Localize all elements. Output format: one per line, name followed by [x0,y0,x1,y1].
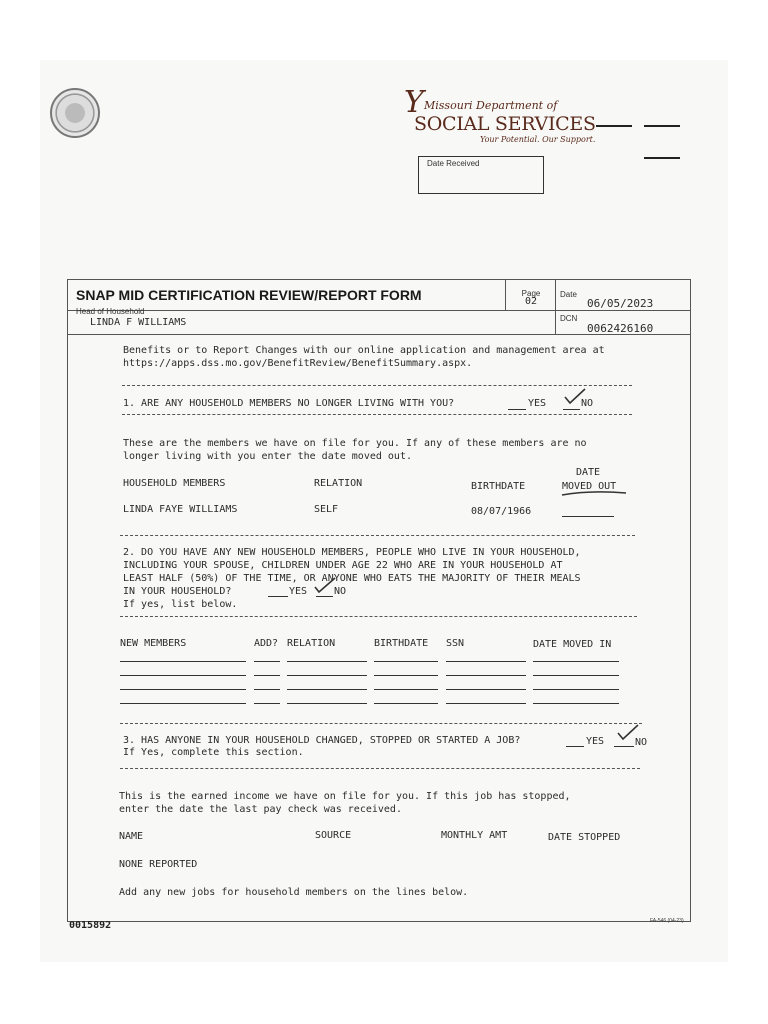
q3-line1: 3. HAS ANYONE IN YOUR HOUSEHOLD CHANGED, STOPPED OR STARTED A JOB? [123,735,521,746]
income-note1: This is the earned income we have on file for you. If this job has stopped, [119,791,571,802]
date-cell [555,280,691,310]
col-household-members: HOUSEHOLD MEMBERS [123,478,226,489]
q3-yes-blank [566,746,584,747]
date-label: Date [560,290,577,299]
new-member-moved-in-field[interactable] [533,689,619,690]
new-member-moved-in-field[interactable] [533,661,619,662]
dcn-cell [555,310,691,334]
new-member-relation-field[interactable] [287,689,367,690]
col-monthly-amt: MONTHLY AMT [441,830,508,841]
new-member-ssn-field[interactable] [446,675,526,676]
moved-out-underline-mark [560,488,628,498]
dcn-label: DCN [560,314,578,323]
members-note1: These are the members we have on file for you. If any of these members are no [123,438,587,449]
col-date-stopped: DATE STOPPED [548,832,621,843]
section-divider [120,616,637,617]
col-ssn: SSN [446,638,465,649]
new-member-name-field[interactable] [120,703,246,704]
new-member-moved-in-field[interactable] [533,675,619,676]
header-rule [644,157,680,159]
new-member-add-field[interactable] [254,675,280,676]
agency-logo [404,85,596,148]
q2-line3: LEAST HALF (50%) OF THE TIME, OR ANYONE WHO EATS THE MAJORITY OF THEIR MEALS [123,573,581,584]
section-divider [122,414,632,415]
form-title: SNAP MID CERTIFICATION REVIEW/REPORT FORM [76,287,422,303]
col-relation: RELATION [314,478,363,489]
new-member-moved-in-field[interactable] [533,703,619,704]
q2-line4: IN YOUR HOUSEHOLD? [123,586,232,597]
date-received-label: Date Received [427,159,480,168]
income-none-reported: NONE REPORTED [119,859,198,870]
page-label: Page [521,289,541,298]
new-member-ssn-field[interactable] [446,661,526,662]
col-source: SOURCE [315,830,352,841]
new-member-birthdate-field[interactable] [374,689,438,690]
col-add: ADD? [254,638,279,649]
new-member-relation-field[interactable] [287,661,367,662]
date-received-box [418,156,544,194]
new-member-add-field[interactable] [254,689,280,690]
q2-line2: INCLUDING YOUR SPOUSE, CHILDREN UNDER AGE 22 WHO ARE IN YOUR HOUSEHOLD AT [123,560,563,571]
q3-no-blank [614,746,634,747]
dcn-value: 0062426160 [587,322,654,335]
col-new-birthdate: BIRTHDATE [374,638,429,649]
col-new-relation: RELATION [287,638,336,649]
member-name: LINDA FAYE WILLIAMS [123,504,238,515]
q1-no-label: NO [581,398,594,409]
new-member-name-field[interactable] [120,661,246,662]
members-note2: longer living with you enter the date moved out. [123,451,412,462]
section-divider [122,385,632,386]
date-value: 06/05/2023 [587,297,654,310]
q1-no-blank [563,409,580,410]
q2-line5: If yes, list below. [123,599,238,610]
q2-yes-label: YES [289,586,308,597]
intro-line1: Benefits or to Report Changes with our online application and management area at [123,345,605,356]
page-cell [505,280,556,310]
col-date: DATE [576,467,601,478]
member-relation: SELF [314,504,339,515]
col-date-moved-in: DATE MOVED IN [533,639,612,650]
header-rule [596,125,632,127]
header-rule [644,125,680,127]
new-member-add-field[interactable] [254,703,280,704]
new-member-ssn-field[interactable] [446,689,526,690]
q3-no-label: NO [635,737,648,748]
member-birthdate: 08/07/1966 [471,506,532,517]
footer-form-id: FA-546 (04-23) [650,918,684,924]
agency-mark-icon: Y [404,85,424,120]
new-member-name-field[interactable] [120,675,246,676]
head-of-household-value: LINDA F WILLIAMS [90,317,187,328]
agency-line2: SOCIAL SERVICES [414,113,596,135]
intro-line2: https://apps.dss.mo.gov/BenefitReview/BenefitSummary.aspx. [123,358,473,369]
income-note2: enter the date the last pay check was received. [119,804,402,815]
new-member-add-field[interactable] [254,661,280,662]
footer-code: 0015892 [69,920,112,931]
q1-no-checkmark-icon [564,388,586,404]
agency-line1: Missouri Department of [424,99,558,112]
new-member-birthdate-field[interactable] [374,703,438,704]
income-add-note: Add any new jobs for household members on the lines below. [119,887,469,898]
q3-no-checkmark-icon [617,724,639,740]
section-divider [120,535,635,536]
q2-no-blank [316,596,333,597]
new-member-relation-field[interactable] [287,703,367,704]
section-divider [120,768,640,769]
q1-yes-blank [508,409,526,410]
q3-yes-label: YES [586,736,605,747]
col-birthdate: BIRTHDATE [471,481,526,492]
section-divider [120,723,642,724]
q2-no-label: NO [334,586,347,597]
q1-yes-label: YES [528,398,547,409]
q1-text: 1. ARE ANY HOUSEHOLD MEMBERS NO LONGER LIVING WITH YOU? [123,398,455,409]
state-seal-icon [50,88,100,138]
member-moved-out-blank[interactable] [562,516,614,517]
q2-yes-blank [268,596,288,597]
form-head-row [68,307,690,335]
new-member-birthdate-field[interactable] [374,661,438,662]
agency-tagline: Your Potential. Our Support. [480,135,596,144]
new-member-birthdate-field[interactable] [374,675,438,676]
col-name: NAME [119,831,144,842]
form-header-row [68,280,690,311]
q3-line2: If Yes, complete this section. [123,747,304,758]
page-value: 02 [524,296,538,307]
new-member-relation-field[interactable] [287,675,367,676]
col-new-members: NEW MEMBERS [120,638,187,649]
q2-no-checkmark-icon [314,577,336,593]
new-member-ssn-field[interactable] [446,703,526,704]
col-moved-out: MOVED OUT [562,481,617,492]
new-member-name-field[interactable] [120,689,246,690]
q2-line1: 2. DO YOU HAVE ANY NEW HOUSEHOLD MEMBERS, PEOPLE WHO LIVE IN YOUR HOUSEHOLD, [123,547,581,558]
head-of-household-label: Head of Household [76,307,145,316]
